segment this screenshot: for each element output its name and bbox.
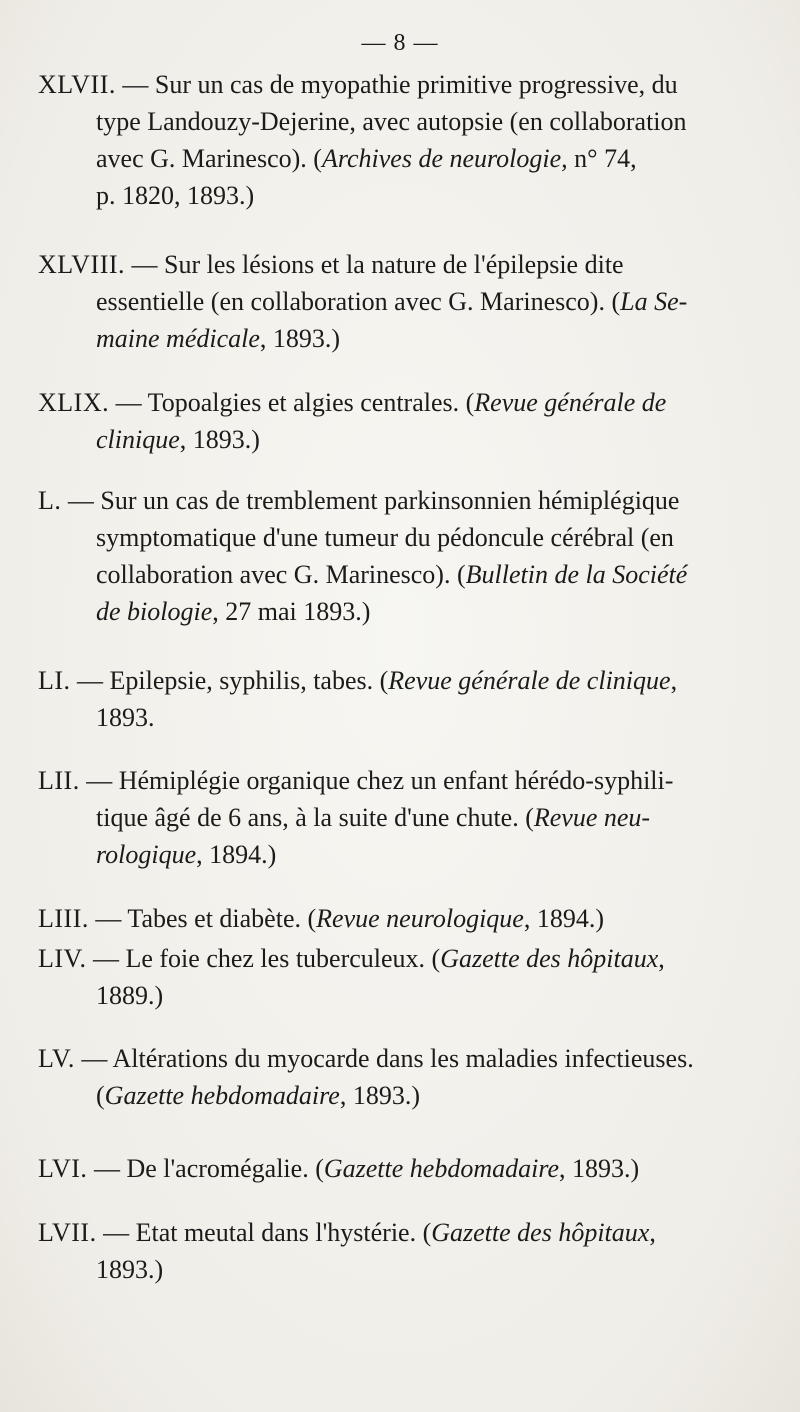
entry-text: collaboration avec G. Marinesco). ( <box>96 560 466 589</box>
entry-text: n° 74, <box>567 144 637 173</box>
entry-line <box>38 799 764 836</box>
journal-title: Gazette hebdomadaire <box>323 1154 560 1183</box>
entry-line <box>38 482 764 519</box>
entry-number: LV. <box>38 1044 75 1073</box>
entry-text: ( <box>96 1081 105 1110</box>
entry-line <box>38 836 764 873</box>
bibliography-entry-liv <box>38 940 764 1014</box>
bibliography-entry-liii <box>38 900 764 937</box>
entry-text: — Sur un cas de myopathie primitive progressive, du <box>115 70 678 99</box>
journal-title: La Se- <box>620 287 688 316</box>
journal-title: clinique <box>96 425 180 454</box>
journal-title: Revue neurologique <box>316 904 524 933</box>
entry-text: tique âgé de 6 ans, à la suite d'une chute. ( <box>96 803 534 832</box>
entry-line: type Landouzy-Dejerine, avec autopsie (en collaboration <box>96 107 687 136</box>
entry-line: p. 1820, 1893.) <box>96 181 255 210</box>
entry-text: — Altérations du myocarde dans les maladies infectieuses. <box>74 1044 694 1073</box>
entry-line <box>38 900 764 937</box>
bibliography-entry-lvi <box>38 1150 764 1187</box>
entry-text: — Epilepsie, syphilis, tabes. ( <box>70 666 389 695</box>
entry-text: , 1893.) <box>179 425 260 454</box>
entry-number: XLVIII. <box>38 250 126 279</box>
entry-line <box>38 283 764 320</box>
entry-number: XLVII. <box>38 70 116 99</box>
entry-text: , 1893.) <box>339 1081 420 1110</box>
entry-number: LIII. <box>38 904 89 933</box>
journal-title: Gazette des hôpitaux <box>440 944 659 973</box>
entry-line <box>38 556 764 593</box>
entry-line <box>38 421 764 458</box>
journal-title: de biologie <box>96 597 213 626</box>
entry-line <box>38 662 764 699</box>
entry-line <box>38 1214 764 1251</box>
journal-title: Revue générale de <box>474 388 667 417</box>
bibliography-entry-lv <box>38 1040 764 1114</box>
entry-text: , <box>649 1218 656 1247</box>
entry-text: , <box>658 944 665 973</box>
bibliography-entry-l <box>38 482 764 630</box>
entry-number: LVII. <box>38 1218 97 1247</box>
entry-text: essentielle (en collaboration avec G. Marinesco). ( <box>96 287 621 316</box>
entry-text: — Tabes et diabète. ( <box>88 904 317 933</box>
bibliography-entry-xlviii <box>38 246 764 357</box>
entry-number: L. <box>38 486 62 515</box>
entry-line <box>38 940 764 977</box>
bibliography-entry-xlix <box>38 384 764 458</box>
entry-line <box>38 140 764 177</box>
entry-line <box>38 593 764 630</box>
entry-line <box>38 246 764 283</box>
entry-line: 1893.) <box>96 1255 164 1284</box>
journal-title: Bulletin de la Société <box>465 560 688 589</box>
entry-line: 1889.) <box>96 981 164 1010</box>
journal-title: maine médicale <box>96 324 260 353</box>
journal-title: rologique <box>96 840 197 869</box>
bibliography-entry-xlvii <box>38 66 764 214</box>
entry-number: LII. <box>38 766 80 795</box>
entry-text: — Hémiplégie organique chez un enfant hérédo-syphili- <box>79 766 674 795</box>
entry-text: — De l'acromégalie. ( <box>87 1154 324 1183</box>
entry-text: , 1894.) <box>196 840 277 869</box>
entry-text: , 1893.) <box>559 1154 640 1183</box>
entry-line <box>38 1150 764 1187</box>
journal-title: Gazette hebdomadaire <box>104 1081 340 1110</box>
page-number: — 8 — <box>361 30 439 56</box>
entry-text: , 27 mai 1893.) <box>212 597 371 626</box>
entry-text: — Sur un cas de tremblement parkinsonnien hémiplégique <box>61 486 680 515</box>
entry-number: LIV. <box>38 944 87 973</box>
entry-line <box>38 384 764 421</box>
entry-number: LI. <box>38 666 71 695</box>
entry-line <box>38 762 764 799</box>
journal-title: Gazette des hôpitaux <box>431 1218 650 1247</box>
entry-text: — Topoalgies et algies centrales. ( <box>109 388 475 417</box>
entry-text: — Etat meutal dans l'hystérie. ( <box>96 1218 432 1247</box>
entry-number: XLIX. <box>38 388 110 417</box>
entry-line: 1893. <box>96 703 155 732</box>
journal-title: Archives de neurologie, <box>321 144 568 173</box>
entry-text: , 1893.) <box>259 324 341 353</box>
entry-text: , <box>670 666 678 695</box>
entry-line <box>38 66 764 103</box>
entry-text: avec G. Marinesco). ( <box>96 144 322 173</box>
bibliography-entry-li <box>38 662 764 736</box>
entry-line: symptomatique d'une tumeur du pédoncule cérébral (en <box>96 523 674 552</box>
bibliography-entry-lii <box>38 762 764 873</box>
entry-text: — Le foie chez les tuberculeux. ( <box>86 944 441 973</box>
entry-text: , 1894.) <box>523 904 605 933</box>
entry-line <box>38 1040 764 1077</box>
bibliography-entry-lvii <box>38 1214 764 1288</box>
entry-line <box>38 320 764 357</box>
entry-line <box>38 1077 764 1114</box>
journal-title: Revue générale de clinique <box>388 666 671 695</box>
journal-title: Revue neu- <box>533 803 651 832</box>
entry-text: — Sur les lésions et la nature de l'épilepsie dite <box>125 250 624 279</box>
entry-number: LVI. <box>38 1154 88 1183</box>
